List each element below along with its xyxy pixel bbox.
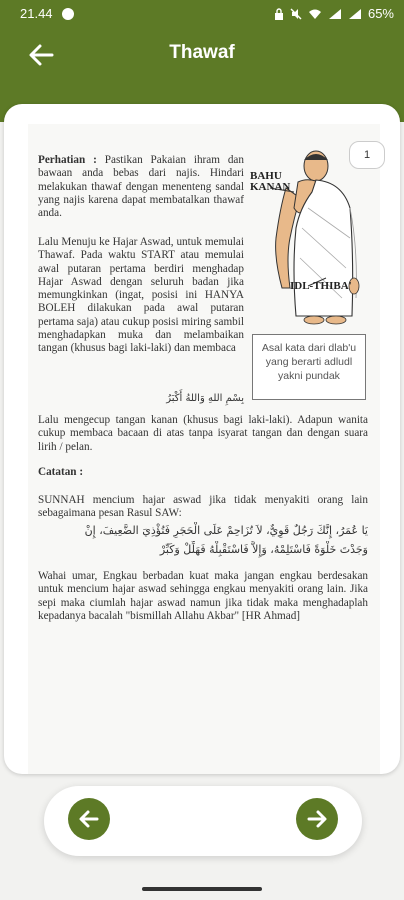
mute-icon	[290, 8, 302, 20]
arabic-hadith-line-1: يَا عُمَرُ، إِنَّكَ رَجُلٌ قَوِيٌّ، لاَ تُزَاحِمْ عَلَى الْحَجَرِ فَتُؤْذِيَ الضَّعِيفَ، إِنْ	[84, 524, 368, 537]
lock-icon	[274, 8, 284, 20]
figure-caption: Asal kata dari dlab'u yang berarti adludl yakni pundak	[252, 334, 366, 400]
arabic-basmalah: بِسْمِ اللهِ وَاللهُ أَكْبَرُ	[166, 393, 244, 404]
lalu-paragraph-2: Lalu mengecup tangan kanan (khusus bagi laki-laki). Adapun wanita cukup membaca bacaan di atas tanpa isyarat tangan dan dengan suara lirih / pelan.	[38, 414, 368, 453]
figure-label-bahu: BAHU	[250, 170, 282, 182]
page-navigation-bar	[44, 786, 362, 856]
wifi-icon	[308, 8, 322, 20]
signal-icon-2	[348, 8, 362, 20]
arrow-left-circle-icon	[77, 807, 101, 831]
signal-icon	[328, 8, 342, 20]
page-number-badge: 1	[349, 141, 385, 169]
perhatian-paragraph	[38, 154, 244, 220]
previous-page-button[interactable]	[68, 798, 110, 840]
perhatian-label: Perhatian :	[38, 154, 97, 166]
wahai-paragraph: Wahai umar, Engkau berbadan kuat maka jangan engkau berdesakan untuk mencium hajar aswad sehingga engkau menyakiti orang lain. Jika sepi maka ciumlah hajar aswad namun jika tidak maka menghadaplah kepadanya bacalah "bismillah Allahu Akbar" [HR Ahmad]	[38, 570, 368, 622]
page-title: Thawaf	[169, 42, 235, 63]
arabic-hadith-line-2: وَجَدْتَ خَلْوَةً فَاسْتَلِمْهُ، وَإِلاَّ فَاسْتَقْبِلْهُ فَهَلِّلْ وَكَبِّرْ	[159, 543, 368, 556]
arrow-right-circle-icon	[305, 807, 329, 831]
figure-label-idl-thiba: IDL-THIBA'	[290, 280, 352, 292]
next-page-button[interactable]	[296, 798, 338, 840]
lalu-paragraph-1: Lalu Menuju ke Hajar Aswad, untuk memulai Thawaf. Pada waktu START atau memulai awal putaran pertama berdiri menghadap Hajar Aswad dengan seluruh badan jika memungkinkan (ingat, posisi ini HANYA BOLEH dilakukan pada awal putaran pertama saja) atau cukup posisi miring sambil menghadapkan muka dan melambaikan tangan (khusus bagi laki-laki) dan membaca	[38, 236, 244, 355]
notification-icon	[62, 8, 74, 20]
status-bar	[0, 0, 404, 28]
perhatian-text: Pastikan Pakaian ihram dan bawaan anda bebas dari najis. Hindari melakukan thawaf dengan menenteng sandal yang najis karena dapat membatalkan thawaf anda.	[38, 154, 244, 220]
figure-label-kanan: KANAN	[250, 181, 291, 193]
status-icons	[274, 6, 394, 21]
home-indicator[interactable]	[142, 887, 262, 891]
catatan-label: Catatan :	[38, 466, 84, 478]
status-time: 21.44	[20, 6, 53, 21]
app-bar	[0, 28, 404, 82]
battery-level: 65%	[367, 6, 394, 21]
sunnah-paragraph: SUNNAH mencium hajar aswad jika tidak menyakiti orang lain sebagaimana pesan Rasul SAW:	[38, 494, 368, 520]
